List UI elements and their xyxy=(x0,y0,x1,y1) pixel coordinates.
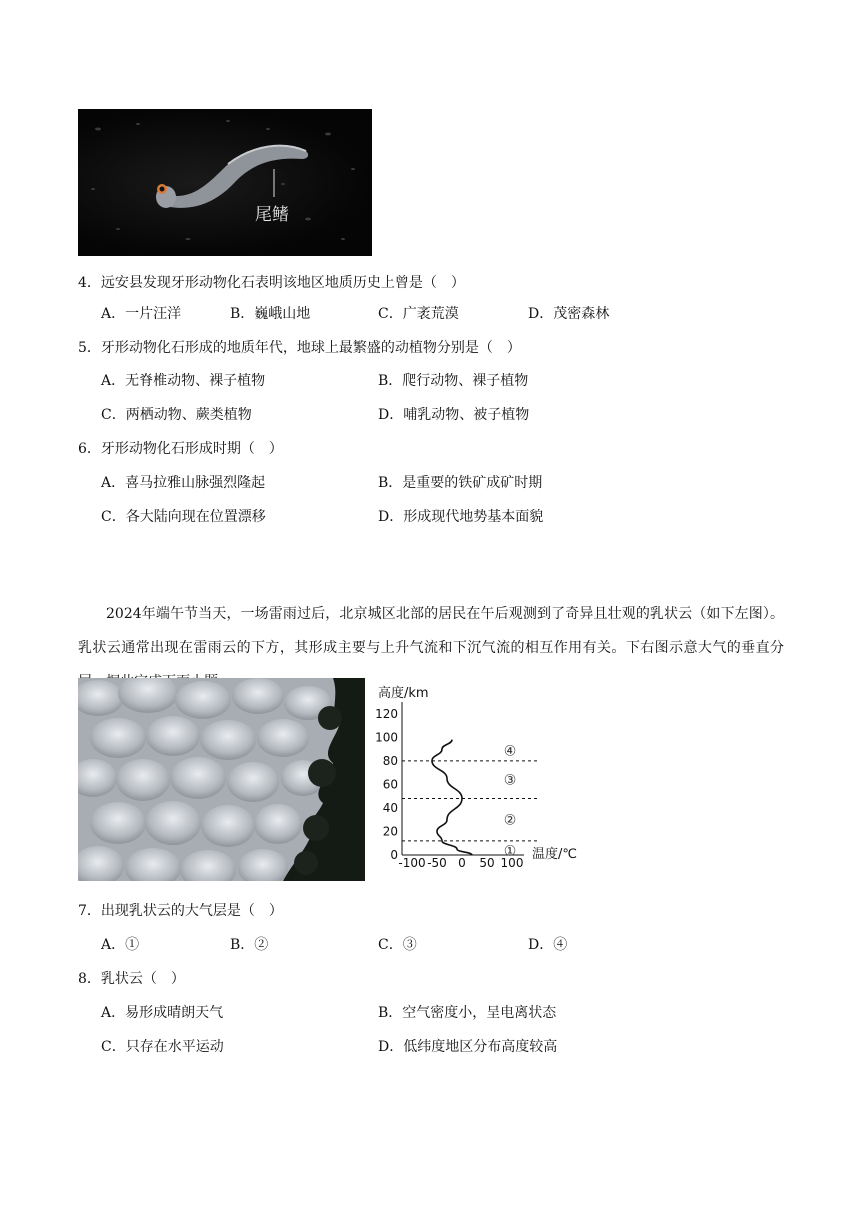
q8-option-a[interactable]: A．易形成晴朗天气 xyxy=(101,1005,224,1021)
layer-label: ④ xyxy=(503,743,517,760)
x-tick-label: -50 xyxy=(427,856,447,870)
q4-option-d[interactable]: D．茂密森林 xyxy=(528,306,610,322)
x-tick-label: -100 xyxy=(398,856,426,870)
q8-option-d[interactable]: D．低纬度地区分布高度较高 xyxy=(378,1039,558,1055)
q5-option-a[interactable]: A．无脊椎动物、裸子植物 xyxy=(101,373,266,389)
q7-option-b[interactable]: B．② xyxy=(230,937,269,953)
y-tick-label: 60 xyxy=(382,777,398,792)
question-6-stem: 6．牙形动物化石形成时期（ ） xyxy=(78,441,283,457)
layer-label: ③ xyxy=(503,772,517,789)
temperature-curve xyxy=(432,740,472,855)
fish-illustration xyxy=(78,109,372,256)
q7-option-a[interactable]: A．① xyxy=(101,937,140,953)
question-7-stem: 7．出现乳状云的大气层是（ ） xyxy=(78,903,283,919)
atmosphere-layers-chart xyxy=(368,680,593,875)
y-tick-label: 0 xyxy=(390,848,398,862)
x-tick-label: 0 xyxy=(458,856,466,870)
question-5-stem: 5．牙形动物化石形成的地质年代，地球上最繁盛的动植物分别是（ ） xyxy=(78,340,521,356)
y-tick-label: 40 xyxy=(382,800,398,815)
x-tick-label: 100 xyxy=(500,856,524,870)
cloud-illustration xyxy=(78,678,365,881)
q4-option-b[interactable]: B．巍峨山地 xyxy=(230,306,311,322)
q6-option-a[interactable]: A．喜马拉雅山脉强烈隆起 xyxy=(101,475,266,491)
q4-option-c[interactable]: C．广袤荒漠 xyxy=(378,306,459,322)
tail-fin-label: 尾鳍 xyxy=(255,205,289,225)
question-8-stem: 8．乳状云（ ） xyxy=(78,971,185,987)
q5-option-d[interactable]: D．哺乳动物、被子植物 xyxy=(378,407,530,423)
q8-option-b[interactable]: B．空气密度小，呈电离状态 xyxy=(378,1005,557,1021)
q5-option-b[interactable]: B．爬行动物、裸子植物 xyxy=(378,373,529,389)
passage-text: 2024年端午节当天，一场雷雨过后，北京城区北部的居民在午后观测到了奇异且壮观的乳状云（如下左图）。乳状云通常出现在雷雨云的下方，其形成主要与上升气流和下沉气流的相互作用有关。下右图示意大气的垂直分 xyxy=(78,606,784,656)
mammatus-cloud-image xyxy=(78,678,365,881)
y-tick-label: 120 xyxy=(375,706,398,721)
y-tick-label: 20 xyxy=(382,824,398,839)
x-tick-label: 50 xyxy=(479,856,495,870)
q6-option-c[interactable]: C．各大陆向现在位置漂移 xyxy=(101,509,266,525)
x-axis-label: 温度/℃ xyxy=(532,847,577,862)
y-tick-label: 80 xyxy=(382,753,398,768)
q6-option-d[interactable]: D．形成现代地势基本面貌 xyxy=(378,509,544,525)
layer-label: ② xyxy=(503,812,517,829)
q6-option-b[interactable]: B．是重要的铁矿成矿时期 xyxy=(378,475,543,491)
layer-label: ① xyxy=(503,843,517,860)
q8-option-c[interactable]: C．只存在水平运动 xyxy=(101,1039,224,1055)
y-tick-label: 100 xyxy=(375,730,398,745)
q4-option-a[interactable]: A．一片汪洋 xyxy=(101,306,182,322)
question-4-stem: 4．远安县发现牙形动物化石表明该地区地质历史上曾是（ ） xyxy=(78,275,465,291)
q7-option-c[interactable]: C．③ xyxy=(378,937,417,953)
q5-option-c[interactable]: C．两栖动物、蕨类植物 xyxy=(101,407,252,423)
fish-fossil-image xyxy=(78,109,372,256)
y-axis-label: 高度/km xyxy=(378,686,429,701)
q7-option-d[interactable]: D．④ xyxy=(528,937,568,953)
